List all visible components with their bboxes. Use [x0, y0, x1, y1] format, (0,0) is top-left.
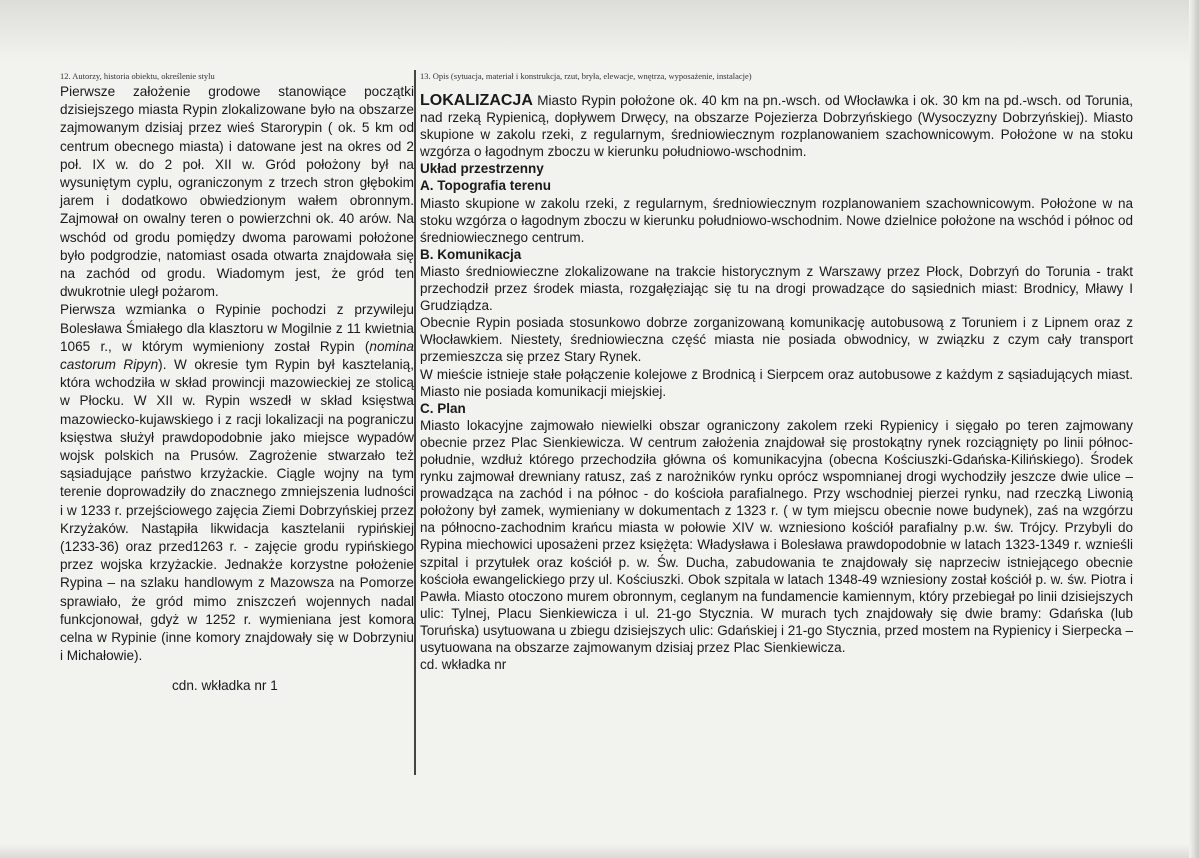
spatial-layout-title: Układ przestrzenny — [420, 161, 544, 177]
column-divider — [414, 70, 416, 775]
location-label: LOKALIZACJA — [420, 92, 533, 109]
history-header: 12. Autorzy, historia obiektu, określenie stylu — [60, 71, 215, 81]
plan-title: C. Plan — [420, 400, 466, 416]
history-text — [60, 83, 414, 666]
communication-paragraph-1: Miasto średniowieczne zlokalizowane na trakcie historycznym z Warszawy przez Płock, Dobrzyń do Torunia - trakt przechodził przez środek miasta, rozgałęziając się tu na drogi prowadzące do sąsiednich miast: Brodnicy, Mławy I Grudziądza. — [420, 263, 1133, 314]
plan-text: Miasto lokacyjne zajmowało niewielki obszar ograniczony zakolem rzeki Rypienicy i sięgało po teren zajmowany obecnie przez Plac Sienkiewicza. W centrum założenia znajdował się prostokątny rynek rozciągnięty po linii północ-południe, wzdłuż którego przechodziła główna oś komunikacyjna (obecna Kościuszki-Gdańska-Kilińskiego). Środek rynku zajmował drewniany ratusz, zaś z narożników rynku oprócz wspomnianej drogi wychodziły jeszcze dwie ulice – prowadząca na zachód i na północ - do kościoła parafialnego. Przy wschodniej pierzei rynku, nad rzeczką Liwonią położony był zamek, wymieniany w dokumentach z 1323 r. ( w tym miejscu obecnie nowe budynek), zaś na wzgórzu na północno-zachodnim krańcu miasta w połowie XIV w. wzniesiono kościół parafialny p.w. św. Trójcy. Przybyli do Rypina miechowici uposażeni przez księżęta: Władysława i Bolesława prawdopodobnie w latach 1323-1349 r. wznieśli szpital i przytułek oraz kościół p. w. Św. Ducha, zabudowania te znajdowały się naprzeciw istniejącego obecnie kościoła ewangelickiego przy ul. Kościuszki. Obok szpitala w latach 1348-49 wzniesiony został kościół p. w. św. Piotra i Pawła. Miasto otoczono murem obronnym, ceglanym na fundamencie kamiennym, który przebiegał po linii dzisiejszych ulic: Tylnej, Placu Sienkiewicza i ul. 21-go Stycznia. W murach tych znajdowały się dwie bramy: Gdańska (lub Toruńska) usytuowana u zbiegu dzisiejszych ulic: Gdańskiej i 21-go Stycznia, przed mostem na Rypienicy i Sierpecka – usytuowana na obszarze zajmowanym dzisiaj przez Plac Sienkiewicza. — [420, 417, 1133, 655]
description-header: 13. Opis (sytuacja, materiał i konstrukcja, rzut, bryła, elewacje, wnętrza, wyposażenie, instalacje) — [420, 71, 752, 81]
communication-title: B. Komunikacja — [420, 246, 522, 262]
history-column — [60, 70, 414, 693]
communication-paragraph-3: W mieście istnieje stałe połączenie kolejowe z Brodnicą i Sierpcem oraz autobusowe z każdym z sąsiadujących miast. Miasto nie posiada komunikacji miejskiej. — [420, 366, 1133, 399]
topography-title: A. Topografia terenu — [420, 178, 552, 194]
scan-shadow-bottom — [0, 844, 1199, 858]
scan-shadow-top — [0, 0, 1199, 62]
location-paragraph — [420, 92, 1133, 160]
description-text — [420, 92, 1133, 673]
location-text: Miasto Rypin położone ok. 40 km na pn.-wsch. od Włocławka i ok. 30 km na pd.-wsch. od Torunia, nad rzeką Rypienicą, dopływem Drwęcy, na obszarze Pojezierza Dobrzyńskiego (Wysoczyzny Dobrzyńskiej). Miasto skupione w zakolu rzeki, z regularnym, średniowiecznym rozplanowaniem szachownicowym. Położone w na stoku wzgórza o łagodnym zboczu w kierunku południowo-wschodnim. — [420, 93, 1133, 160]
history-paragraph-2-start: Pierwsza wzmianka o Rypinie pochodzi z przywileju Bolesława Śmiałego dla klasztoru w Mogilnie z 11 kwietnia 1065 r., w którym wymieniony został Rypin ( — [60, 302, 414, 354]
topography-text: Miasto skupione w zakolu rzeki, z regularnym, średniowiecznym rozplanowaniem szachownicowym. Położone w na stoku wzgórza o łagodnym zboczu w kierunku południowo-wschodnim. Nowe dzielnice położone na wschód i północ od średniowiecznego centrum. — [420, 195, 1133, 245]
history-paragraph-2 — [60, 301, 414, 665]
history-paragraph-1: Pierwsze założenie grodowe stanowiące początki dzisiejszego miasta Rypin zlokalizowane było na obszarze zajmowanym dzisiaj przez wieś Starorypin ( ok. 5 km od centrum obecnego miasta) i datowane jest na okres od 2 poł. IX w. do 2 poł. XII w. Gród położony był na wysuniętym cyplu, ograniczonym z trzech stron głębokim jarem i dodatkowo obwiedzionym wałem obronnym. Zajmował on owalny teren o powierzchni ok. 40 arów. Na wschód od grodu pomiędzy dwoma parowami położone było podgrodzie, natomiast osada otwarta znajdowała się na zachód od grodu. Wiadomym jest, że gród ten dwukrotnie uległ pożarom. — [60, 84, 414, 300]
history-continuation-note: cdn. wkładka nr 1 — [172, 677, 278, 693]
description-column — [420, 70, 1133, 673]
description-continuation-note: cd. wkładka nr — [420, 657, 507, 673]
communication-paragraph-2: Obecnie Rypin posiada stosunkowo dobrze zorganizowaną komunikację autobusową z Toruniem i z Lipnem oraz z Włocławkiem. Niestety, średniowieczna część miasta nie posiada obwodnicy, w związku z czym cały transport przemieszcza się przez Stary Rynek. — [420, 315, 1133, 365]
latin-quote: nomina castorum Ripyn — [60, 338, 414, 373]
history-paragraph-2-end: ). W okresie tym Rypin był kasztelanią, która wchodziła w skład prowincji mazowieckiej ze stolicą w Płocku. W XII w. Rypin wszedł w skład księstwa mazowiecko-kujawskiego i z racji lokalizacji na pograniczu księstwa służył prawdopodobnie jako miejsce wypadów wojsk polskich na Prusów. Zagrożenie stwarzało też sąsiadujące państwo krzyżackie. Ciągle wojny na tym terenie doprowadziły do znacznego zmniejszenia ludności i w 1233 r. przejściowego zajęcia Ziemi Dobrzyńskiej przez Krzyżaków. Nastąpiła likwidacja kasztelanii rypińskiej (1233-36) oraz przed1263 r. - zajęcie grodu rypińskiego przez wojska krzyżackie. Jednakże korzystne położenie Rypina – na szlaku handlowym z Mazowsza na Pomorze sprawiało, że gród mimo zniszczeń wojennych nadal funkcjonował, gdyż w 1252 r. wymieniana jest komora celna w Rypinie (inne komory znajdowały się w Dobrzyniu i Michałowie). — [60, 357, 414, 664]
scan-shadow-right — [1189, 0, 1199, 858]
